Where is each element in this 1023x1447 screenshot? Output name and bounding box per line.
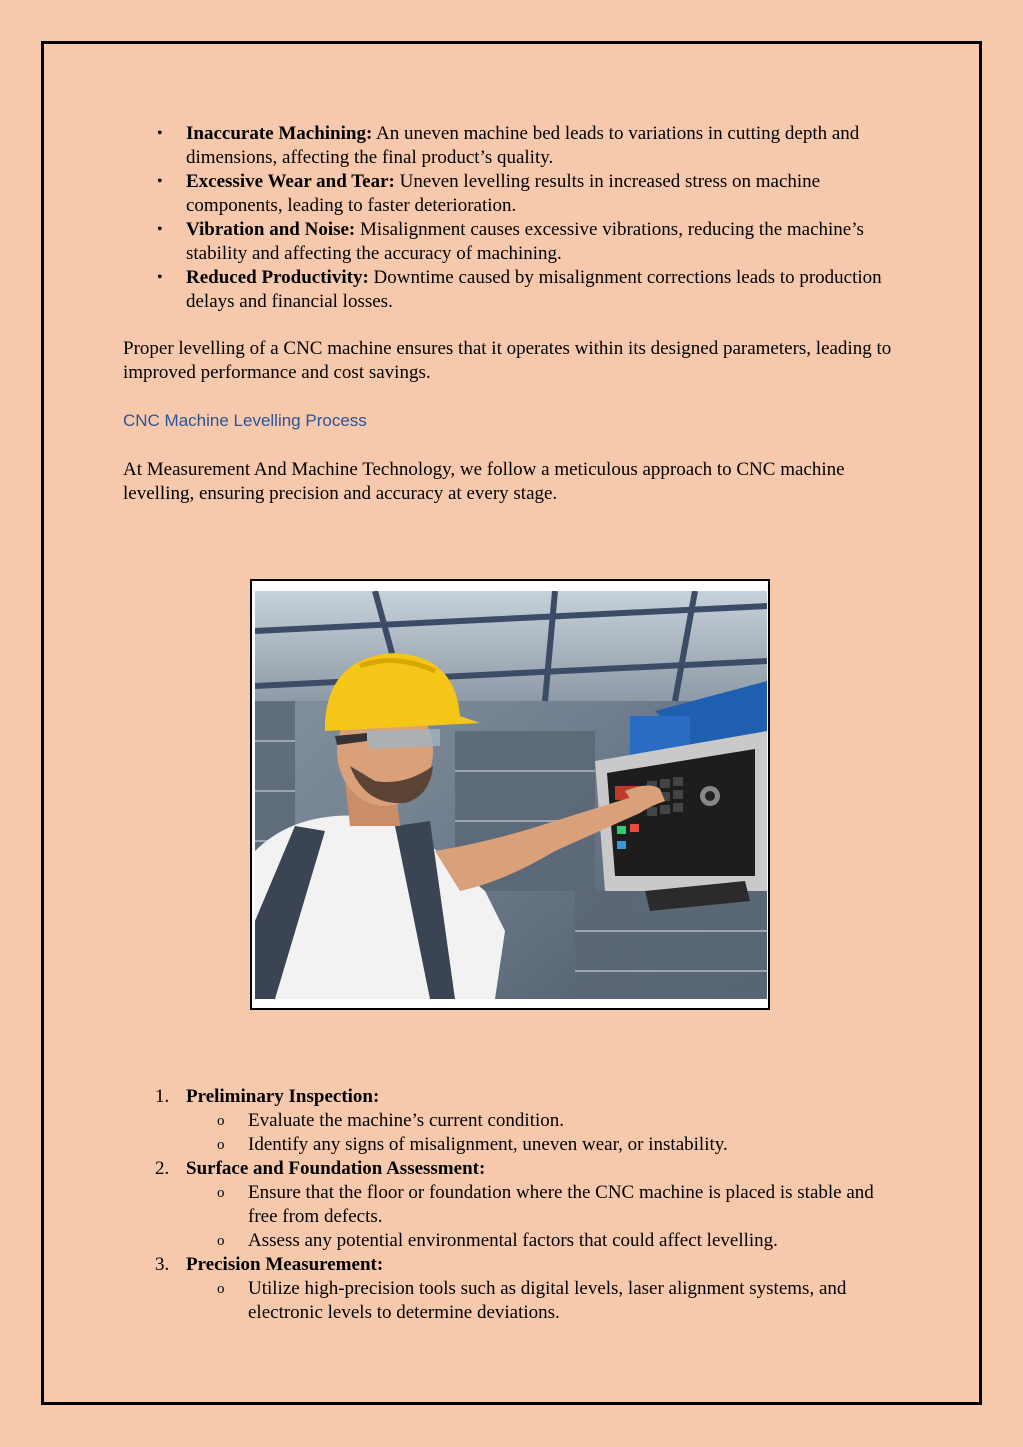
item-text: Downtime caused by misalignment corrections leads to production delays and financial losses. — [186, 267, 882, 312]
item-text: Uneven levelling results in increased stress on machine components, leading to faster deterioration. — [186, 171, 821, 216]
list-item — [123, 218, 903, 266]
list-item — [123, 170, 903, 218]
sub-item-text: Utilize high-precision tools such as digital levels, laser alignment systems, and electronic levels to determine deviations. — [248, 1278, 847, 1323]
bullet-icon: • — [157, 269, 163, 286]
worker-operating-cnc-panel-photo — [255, 591, 767, 999]
step-sublist — [186, 1277, 903, 1325]
step-number: 2. — [155, 1158, 170, 1179]
item-text: Misalignment causes excessive vibrations, reducing the machine’s stability and affecting the accuracy of machining. — [186, 219, 864, 264]
list-item — [123, 266, 903, 314]
step-item — [123, 1253, 903, 1325]
item-title: Vibration and Noise: — [186, 219, 356, 240]
step-item — [123, 1157, 903, 1253]
step-number: 3. — [155, 1254, 170, 1275]
worker-photo-frame — [250, 579, 770, 1010]
bullet-icon: • — [157, 173, 163, 190]
steps-list — [123, 1085, 903, 1325]
section-heading: CNC Machine Levelling Process — [123, 411, 367, 430]
approach-paragraph: At Measurement And Machine Technology, we follow a meticulous approach to CNC machine levelling, ensuring precision and accuracy at every stage. — [123, 459, 845, 504]
page-content — [123, 122, 903, 506]
item-title: Excessive Wear and Tear: — [186, 171, 395, 192]
step-title: Precision Measurement: — [186, 1254, 384, 1275]
sub-item-text: Assess any potential environmental factors that could affect levelling. — [248, 1230, 778, 1251]
effects-list — [123, 122, 903, 314]
sub-item — [186, 1277, 903, 1325]
levelling-steps — [123, 1085, 903, 1325]
sub-item — [186, 1181, 903, 1229]
goggles — [365, 729, 440, 749]
step-title: Preliminary Inspection: — [186, 1086, 380, 1107]
item-text: An uneven machine bed leads to variations in cutting depth and dimensions, affecting the final product’s quality. — [186, 123, 860, 168]
item-title: Reduced Productivity: — [186, 267, 369, 288]
list-item — [123, 122, 903, 170]
bullet-icon: • — [157, 221, 163, 238]
sub-item-text: Evaluate the machine’s current condition. — [248, 1110, 565, 1131]
sub-item — [186, 1109, 903, 1133]
step-item — [123, 1085, 903, 1157]
step-number: 1. — [155, 1086, 170, 1107]
step-sublist — [186, 1109, 903, 1157]
circle-bullet-icon: o — [217, 1137, 225, 1153]
sub-item-text: Ensure that the floor or foundation where the CNC machine is placed is stable and free from defects. — [248, 1182, 874, 1227]
sub-item — [186, 1229, 903, 1253]
levelling-benefit-paragraph: Proper levelling of a CNC machine ensures that it operates within its designed parameters, leading to improved performance and cost savings. — [123, 338, 892, 383]
sub-item — [186, 1133, 903, 1157]
circle-bullet-icon: o — [217, 1233, 225, 1249]
item-title: Inaccurate Machining: — [186, 123, 373, 144]
circle-bullet-icon: o — [217, 1185, 225, 1201]
step-sublist — [186, 1181, 903, 1253]
step-title: Surface and Foundation Assessment: — [186, 1158, 486, 1179]
bullet-icon: • — [157, 125, 163, 142]
sub-item-text: Identify any signs of misalignment, uneven wear, or instability. — [248, 1134, 728, 1155]
circle-bullet-icon: o — [217, 1113, 225, 1129]
circle-bullet-icon: o — [217, 1281, 225, 1297]
